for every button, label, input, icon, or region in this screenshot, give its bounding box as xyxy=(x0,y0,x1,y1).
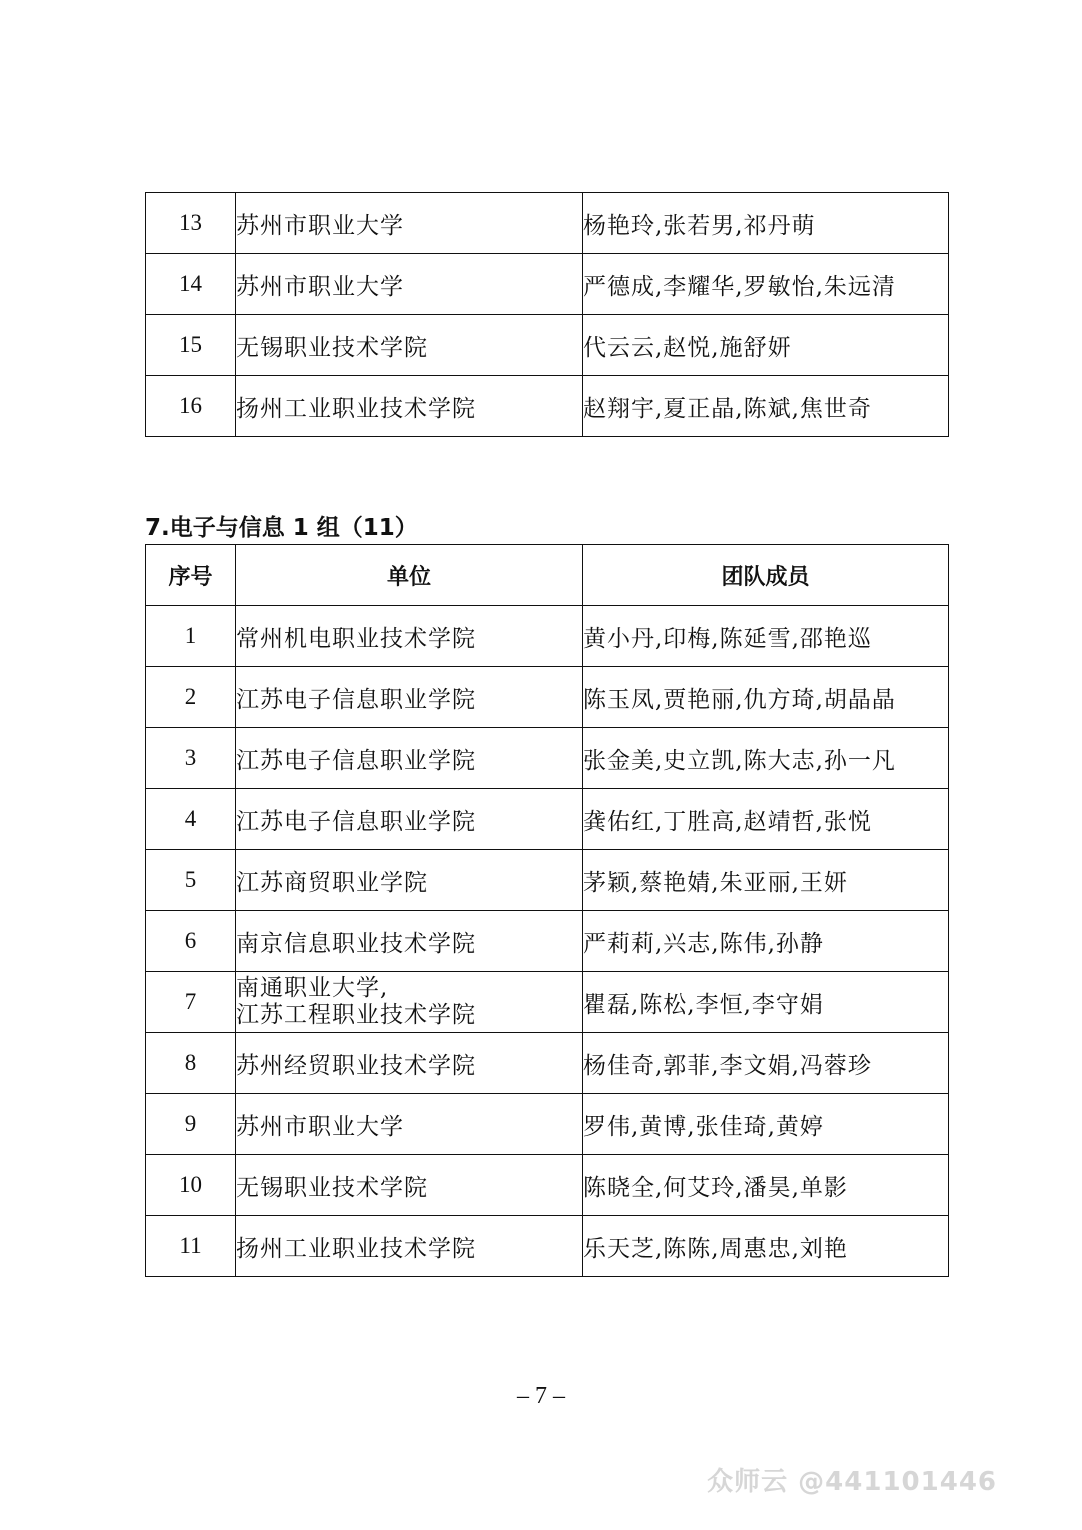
unit-name: 江苏电子信息职业学院 xyxy=(236,667,583,728)
table-row xyxy=(146,972,949,1033)
row-number: 5 xyxy=(146,850,236,911)
header-number: 序号 xyxy=(146,545,236,606)
members-table xyxy=(145,544,949,1277)
team-members: 杨佳奇,郭菲,李文娟,冯蓉珍 xyxy=(583,1033,949,1094)
header-members: 团队成员 xyxy=(583,545,949,606)
table-row xyxy=(146,254,949,315)
unit-name: 苏州市职业大学 xyxy=(236,254,583,315)
row-number: 4 xyxy=(146,789,236,850)
row-number: 16 xyxy=(146,376,236,437)
unit-name: 扬州工业职业技术学院 xyxy=(236,376,583,437)
table-row xyxy=(146,850,949,911)
unit-name: 苏州市职业大学 xyxy=(236,193,583,254)
row-number: 3 xyxy=(146,728,236,789)
team-members: 茅颖,蔡艳婧,朱亚丽,王妍 xyxy=(583,850,949,911)
unit-name-line: 江苏工程职业技术学院 xyxy=(236,1002,476,1028)
table-row xyxy=(146,1155,949,1216)
table-row xyxy=(146,667,949,728)
table-row xyxy=(146,1033,949,1094)
team-members: 瞿磊,陈松,李恒,李守娟 xyxy=(583,972,949,1033)
row-number: 6 xyxy=(146,911,236,972)
row-number: 8 xyxy=(146,1033,236,1094)
table-row xyxy=(146,606,949,667)
row-number: 7 xyxy=(146,972,236,1033)
unit-name: 无锡职业技术学院 xyxy=(236,1155,583,1216)
table-row xyxy=(146,315,949,376)
table-row xyxy=(146,1094,949,1155)
team-members: 杨艳玲,张若男,祁丹萌 xyxy=(583,193,949,254)
row-number: 1 xyxy=(146,606,236,667)
row-number: 10 xyxy=(146,1155,236,1216)
table-row xyxy=(146,911,949,972)
row-number: 2 xyxy=(146,667,236,728)
header-unit: 单位 xyxy=(236,545,583,606)
table-row xyxy=(146,789,949,850)
team-members: 代云云,赵悦,施舒妍 xyxy=(583,315,949,376)
page-number: – 7 – xyxy=(517,1383,565,1409)
table-header-row xyxy=(146,545,949,606)
table-row xyxy=(146,728,949,789)
team-members: 张金美,史立凯,陈大志,孙一凡 xyxy=(583,728,949,789)
team-members: 龚佑红,丁胜高,赵靖哲,张悦 xyxy=(583,789,949,850)
unit-name: 江苏电子信息职业学院 xyxy=(236,728,583,789)
members-table-continued xyxy=(145,192,949,437)
table-row xyxy=(146,376,949,437)
unit-name: 苏州市职业大学 xyxy=(236,1094,583,1155)
team-members: 陈晓全,何艾玲,潘昊,单影 xyxy=(583,1155,949,1216)
row-number: 14 xyxy=(146,254,236,315)
unit-name-line: 南通职业大学, xyxy=(236,975,389,1001)
unit-name: 无锡职业技术学院 xyxy=(236,315,583,376)
unit-name: 常州机电职业技术学院 xyxy=(236,606,583,667)
table-row xyxy=(146,1216,949,1277)
team-members: 黄小丹,印梅,陈延雪,邵艳巡 xyxy=(583,606,949,667)
row-number: 11 xyxy=(146,1216,236,1277)
row-number: 15 xyxy=(146,315,236,376)
team-members: 赵翔宇,夏正晶,陈斌,焦世奇 xyxy=(583,376,949,437)
team-members: 罗伟,黄博,张佳琦,黄婷 xyxy=(583,1094,949,1155)
team-members: 严德成,李耀华,罗敏怡,朱远清 xyxy=(583,254,949,315)
unit-name: 江苏电子信息职业学院 xyxy=(236,789,583,850)
team-members: 陈玉凤,贾艳丽,仇方琦,胡晶晶 xyxy=(583,667,949,728)
team-members: 严莉莉,兴志,陈伟,孙静 xyxy=(583,911,949,972)
watermark: 众师云 @441101446 xyxy=(707,1467,997,1497)
unit-name: 南京信息职业技术学院 xyxy=(236,911,583,972)
row-number: 9 xyxy=(146,1094,236,1155)
unit-name: 江苏商贸职业学院 xyxy=(236,850,583,911)
unit-name: 扬州工业职业技术学院 xyxy=(236,1216,583,1277)
unit-name xyxy=(236,972,583,1033)
row-number: 13 xyxy=(146,193,236,254)
team-members: 乐天芝,陈陈,周惠忠,刘艳 xyxy=(583,1216,949,1277)
unit-name: 苏州经贸职业技术学院 xyxy=(236,1033,583,1094)
table-row xyxy=(146,193,949,254)
section-title: 7.电子与信息 1 组（11） xyxy=(145,515,418,541)
